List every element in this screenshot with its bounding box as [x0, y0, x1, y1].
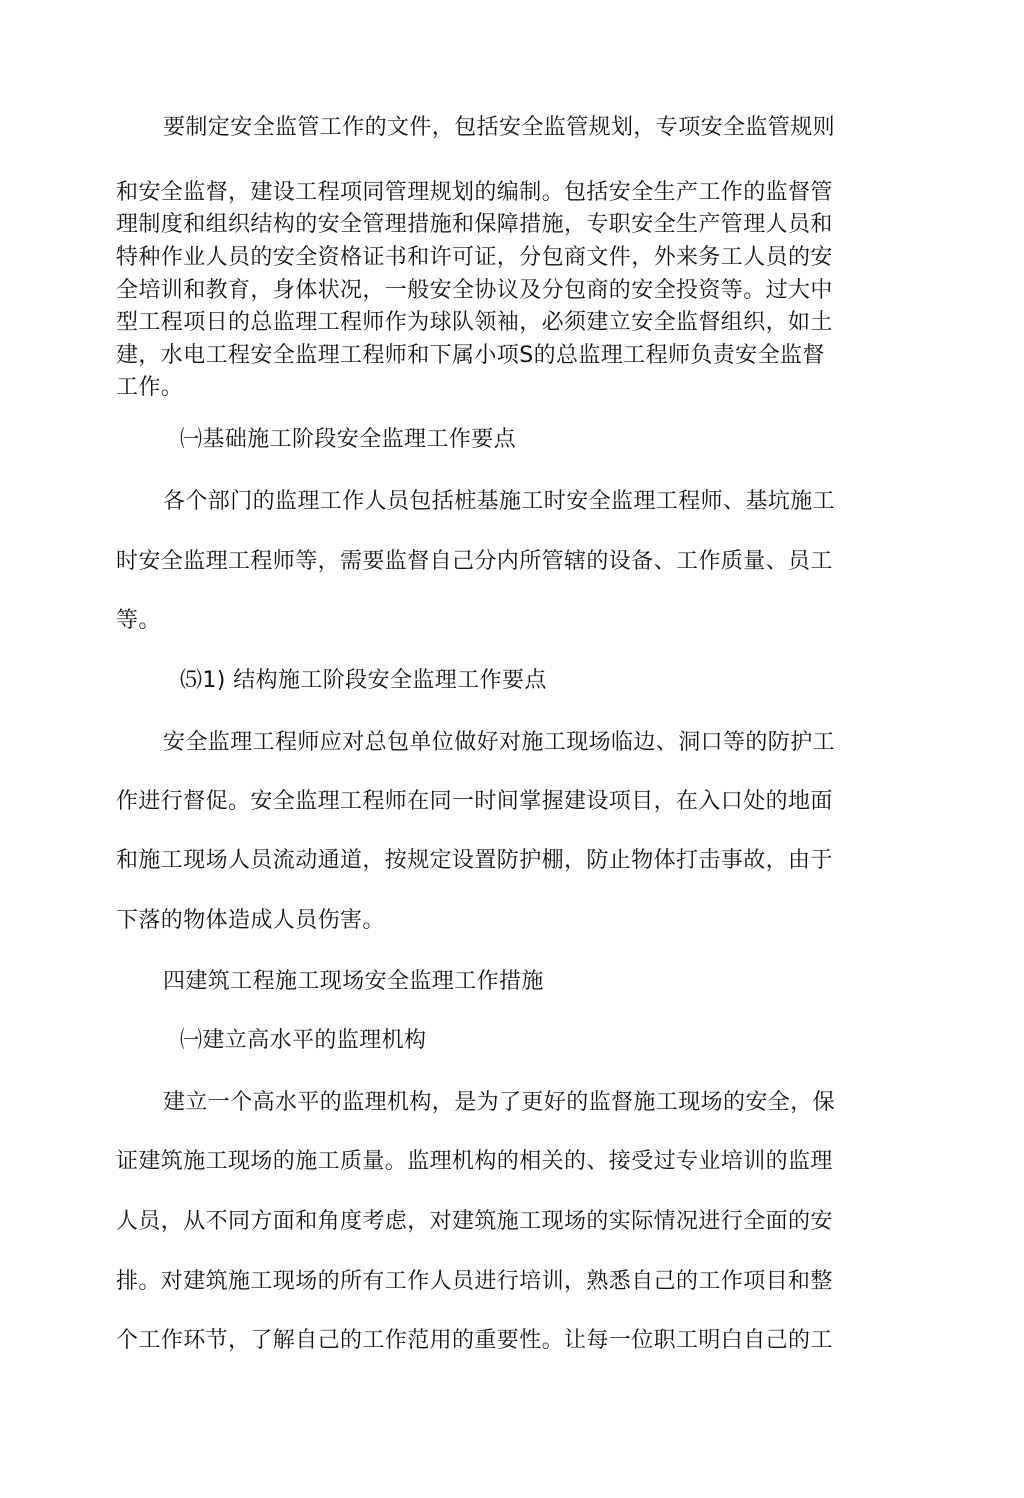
- paragraph-2-line-1: 各个部门的监理工作人员包括桩基施工时安全监理工程师、基坑施工: [163, 489, 836, 514]
- paragraph-1-line-5: 全培训和教育，身体状况，一般安全协议及分包商的安全投资等。过大中: [116, 278, 833, 303]
- paragraph-3-line-1: 安全监理工程师应对总包单位做好对施工现场临边、洞口等的防护工: [163, 730, 836, 755]
- paragraph-3-line-4: 下落的物体造成人员伤害。: [116, 908, 385, 933]
- paragraph-4-line-5: 个工作环节，了解自己的工作范用的重要性。让每一位职工明白自己的工: [116, 1328, 833, 1353]
- paragraph-3-line-2: 作进行督促。安全监理工程师在同一时间掌握建设项目，在入口处的地面: [116, 789, 833, 814]
- section-heading-measures: 四建筑工程施工现场安全监理工作措施: [163, 969, 544, 994]
- paragraph-1-line-3: 理制度和组织结构的安全管理措施和保障措施，专职安全生产管理人员和: [116, 212, 833, 237]
- paragraph-4-line-3: 人员，从不同方面和角度考虑，对建筑施工现场的实际情况进行全面的安: [116, 1209, 833, 1234]
- paragraph-4-line-1: 建立一个高水平的监理机构，是为了更好的监督施工现场的安全，保: [163, 1090, 836, 1115]
- paragraph-1-line-7: 建，水电工程安全监理工程师和下属小项S的总监理工程师负责安全监督: [116, 343, 825, 368]
- paragraph-1-line-2: 和安全监督，建设工程项同管理规划的编制。包括安全生产工作的监督管: [116, 180, 833, 205]
- paragraph-4-line-2: 证建筑施工现场的施工质量。监理机构的相关的、接受过专业培训的监理: [116, 1149, 833, 1174]
- paragraph-1-line-6: 型工程项日的总监理工程师作为球队领袖，必须建立安全监督组织，如土: [116, 310, 833, 335]
- paragraph-2-line-2: 时安全监理工程师等，需要监督自己分内所管辖的设备、工作质量、员工: [116, 549, 833, 574]
- paragraph-4-line-4: 排。对建筑施工现场的所有工作人员进行培训，熟悉自己的工作项目和整: [116, 1269, 833, 1294]
- section-heading-structure: ⑸1) 结构施工阶段安全监理工作要点: [180, 668, 547, 693]
- paragraph-1-line-8: 工作。: [116, 375, 184, 400]
- section-heading-foundation: ㈠基础施工阶段安全监理工作要点: [180, 427, 517, 452]
- subsection-heading-supervision-org: ㈠建立高水平的监理机构: [180, 1028, 427, 1053]
- paragraph-3-line-3: 和施工现场人员流动通道，按规定设置防护棚，防止物体打击事故，由于: [116, 848, 833, 873]
- paragraph-2-line-3: 等。: [116, 608, 161, 633]
- paragraph-1-line-1: 要制定安全监管工作的文件，包括安全监管规划，专项安全监管规则: [163, 115, 836, 140]
- paragraph-1-line-4: 特种作业人员的安全资格证书和许可证，分包商文件，外来务工人员的安: [116, 245, 833, 270]
